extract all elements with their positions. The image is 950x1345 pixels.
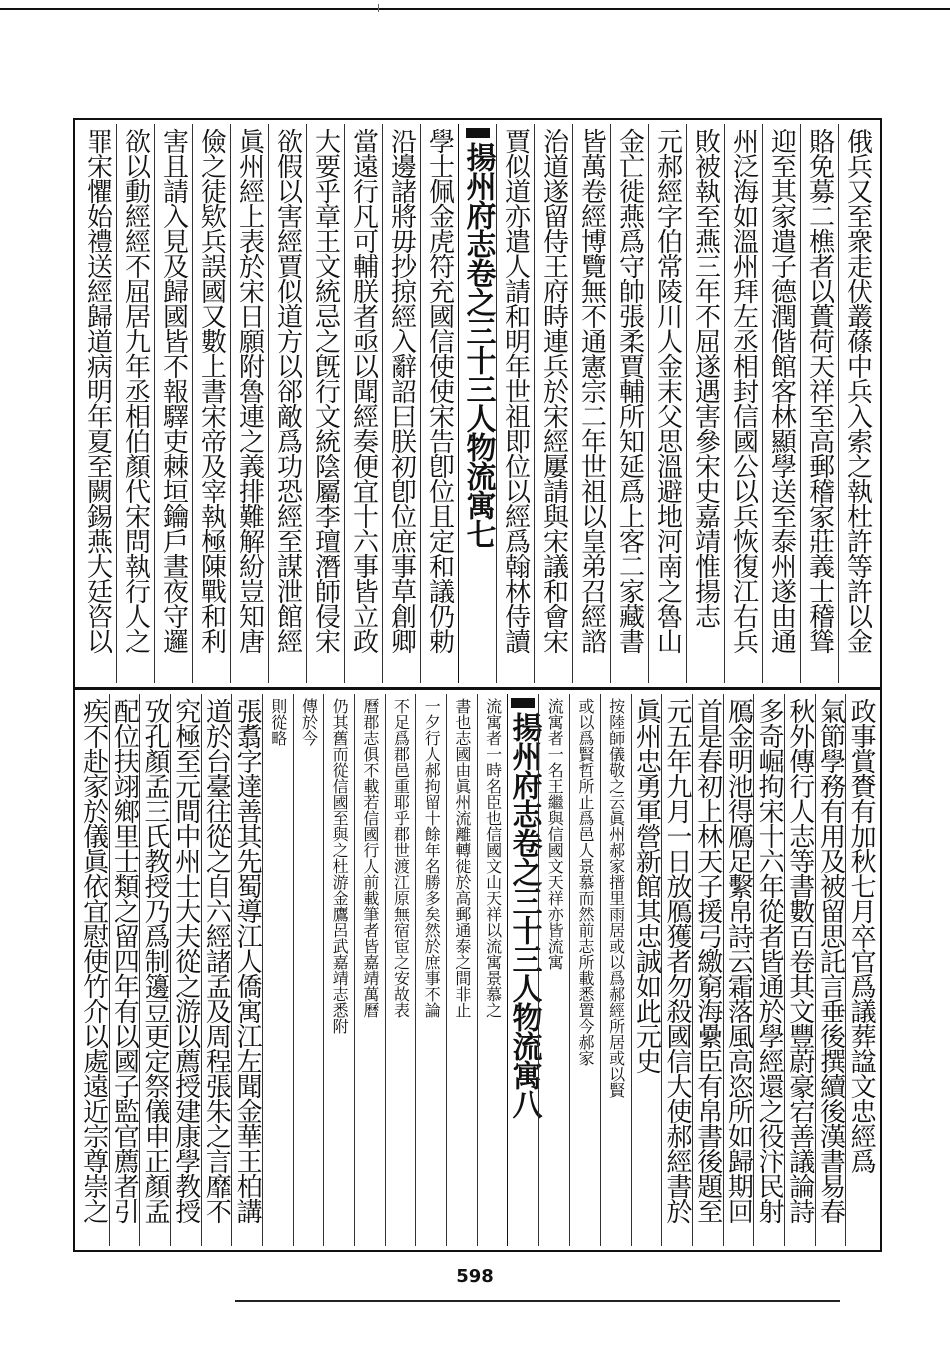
text-column bbox=[661, 694, 692, 1246]
text-column bbox=[610, 124, 648, 683]
column-text: 沿邊諸將毋抄掠經入辭詔曰朕初卽位庶事草創卿 bbox=[386, 128, 417, 653]
column-text: 疾不赴家於儀眞依宜慰使竹介以處遠近宗尊崇之 bbox=[78, 698, 109, 1223]
top-border-rule bbox=[0, 8, 950, 10]
text-column bbox=[415, 694, 446, 1246]
text-column bbox=[382, 124, 420, 683]
center-column-title bbox=[506, 694, 542, 1246]
top-page-columns bbox=[79, 124, 876, 683]
column-text: 州泛海如溫州拜左丞相封信國公以兵恢復江右兵 bbox=[728, 128, 759, 653]
text-column bbox=[724, 124, 762, 683]
bottom-page-panel bbox=[73, 688, 882, 1252]
text-column bbox=[534, 124, 572, 683]
column-text: 賂免募二樵者以蕢荷天祥至高郵稽家莊義士稽聳 bbox=[804, 128, 835, 653]
text-column bbox=[800, 124, 838, 683]
text-column bbox=[116, 124, 154, 683]
page-number: 598 bbox=[456, 1266, 494, 1287]
column-text: 賈似道亦遣人請和明年世祖即位以經爲翰林侍讀 bbox=[500, 128, 531, 653]
column-text: 配位扶翊鄉里士類之留四年有以國子監官薦者引 bbox=[109, 698, 140, 1223]
column-text: 揚州府志卷之三十三人物流寓八 bbox=[506, 712, 542, 1118]
text-column bbox=[230, 124, 268, 683]
column-text: 不足爲郡邑重耶乎郡世渡江原無宿宦之安故表 bbox=[391, 698, 411, 1018]
fishtail-mark bbox=[511, 698, 535, 708]
column-text: 大要乎章王文統忌之旣行文統陰屬李璮潛師侵宋 bbox=[310, 128, 341, 653]
text-column bbox=[753, 694, 784, 1246]
column-text: 張翥字達善其先蜀導江人僑寓江左聞金華王柏講 bbox=[232, 698, 263, 1223]
column-text: 書也志國由眞州流離轉徙於高郵通泰之間非止 bbox=[452, 698, 472, 1018]
text-column bbox=[154, 124, 192, 683]
column-text: 學士佩金虎符充國信使使宋告卽位且定和議仍勅 bbox=[424, 128, 455, 653]
column-text: 眞州忠勇軍營新館其忠誠如此元史 bbox=[631, 698, 662, 1073]
column-text: 元五年九月一日放鴈獲者勿殺國信大使郝經書於 bbox=[662, 698, 693, 1223]
column-text: 仍其舊而從信國至與之杜游金鷹呂武嘉靖志悉附 bbox=[330, 698, 350, 1034]
column-text: 政事賞賚有加秋七月卒官爲議葬諡文忠經爲 bbox=[846, 698, 877, 1173]
text-column bbox=[385, 694, 416, 1246]
text-column bbox=[686, 124, 724, 683]
text-column bbox=[323, 694, 354, 1246]
text-column bbox=[845, 694, 876, 1246]
text-column bbox=[569, 694, 600, 1246]
text-column bbox=[723, 694, 754, 1246]
text-column bbox=[631, 694, 662, 1246]
column-text: 元郝經字伯常陵川人金末父思溫避地河南之魯山 bbox=[652, 128, 683, 653]
column-text: 或以爲賢哲所止爲邑人景慕而然前志所載悉置今郝家 bbox=[575, 698, 595, 1066]
column-text: 欲以動經經不屈居九年丞相伯顏代宋問執行人之 bbox=[120, 128, 151, 653]
column-text: 罪宋懼始禮送經歸道病明年夏至闕錫燕大廷咨以 bbox=[82, 128, 113, 653]
text-column bbox=[344, 124, 382, 683]
text-column bbox=[572, 124, 610, 683]
fishtail-mark bbox=[466, 128, 490, 138]
text-column bbox=[306, 124, 344, 683]
column-text: 當遠行凡可輔朕者亟以聞經奏便宜十六事皆立政 bbox=[348, 128, 379, 653]
column-text: 氣節學務有用及被留思託言垂後撰續後漢書易春 bbox=[815, 698, 846, 1223]
text-column bbox=[268, 124, 306, 683]
text-column bbox=[496, 124, 534, 683]
column-text: 俄兵又至衆走伏叢蓧中兵入索之執杜許等許以金 bbox=[842, 128, 873, 653]
column-text: 攷孔顏孟三氏教授乃爲制籩豆更定祭儀申正顏孟 bbox=[140, 698, 171, 1223]
text-column bbox=[109, 694, 140, 1246]
text-column bbox=[600, 694, 631, 1246]
text-column bbox=[648, 124, 686, 683]
column-text: 曆郡志俱不載若信國行人前載筆者皆嘉靖萬曆 bbox=[360, 698, 380, 1018]
text-column bbox=[262, 694, 293, 1246]
text-column bbox=[354, 694, 385, 1246]
text-column bbox=[139, 694, 170, 1246]
top-tick-mark bbox=[378, 4, 379, 12]
column-text: 按陸師儀敬之云眞州郝家搢里雨居或以爲郝經所居或以賢 bbox=[606, 698, 626, 1098]
column-text: 金亡徙燕爲守帥張柔賈輔所知延爲上客二家藏書 bbox=[614, 128, 645, 653]
column-text: 害且請入見及歸國皆不報驛吏棘垣鑰戶晝夜守邏 bbox=[158, 128, 189, 653]
column-text: 流寓者一時名臣也信國文山天祥以流寓景慕之 bbox=[483, 698, 503, 1018]
column-text: 儉之徒欵兵誤國又數上書宋帝及宰執極陳戰和利 bbox=[196, 128, 227, 653]
column-text: 鴈金明池得鴈足繫帛詩云霜落風高恣所如歸期回 bbox=[723, 698, 754, 1223]
text-column bbox=[692, 694, 723, 1246]
text-column bbox=[293, 694, 324, 1246]
column-text: 一夕行人郝拘留十餘年名勝多矣然於庶事不論 bbox=[422, 698, 442, 1018]
column-text: 眞州經上表於宋日願附魯連之義排難解紛豈知唐 bbox=[234, 128, 265, 653]
text-column bbox=[420, 124, 458, 683]
text-column bbox=[79, 124, 116, 683]
text-column bbox=[815, 694, 846, 1246]
column-text: 道於台臺往從之自六經諸孟及周程張朱之言靡不 bbox=[201, 698, 232, 1223]
column-text: 多奇崛拘宋十六年從者皆通於學經還之役汴民射 bbox=[754, 698, 785, 1223]
column-text: 迎至其家遣子德潤偕館客林顯學送至泰州遂由通 bbox=[766, 128, 797, 653]
column-text: 流寓者一名王繼與信國文天祥亦皆流寓 bbox=[545, 698, 565, 970]
text-column bbox=[231, 694, 262, 1246]
text-column bbox=[538, 694, 569, 1246]
text-column bbox=[446, 694, 477, 1246]
column-text: 傳於今 bbox=[299, 698, 319, 746]
text-column bbox=[201, 694, 232, 1246]
column-text: 秋外傳行人志等書數百卷其文豐蔚豪宕善議論詩 bbox=[784, 698, 815, 1223]
text-column bbox=[170, 694, 201, 1246]
text-column bbox=[762, 124, 800, 683]
text-column bbox=[79, 694, 109, 1246]
center-column-title bbox=[458, 124, 496, 683]
text-column bbox=[192, 124, 230, 683]
column-text: 皆萬卷經博覽無不通憲宗二年世祖以皇弟召經諮 bbox=[576, 128, 607, 653]
column-text: 則從略 bbox=[268, 698, 288, 746]
column-text: 敗被執至燕三年不屈遂遇害參宋史嘉靖惟揚志 bbox=[690, 128, 721, 628]
column-text: 欲假以害經賈似道方以郤敵爲功恐經至謀泄館經 bbox=[272, 128, 303, 653]
column-text: 治道遂留侍王府時連兵於宋經屢請與宋議和會宋 bbox=[538, 128, 569, 653]
text-column bbox=[838, 124, 876, 683]
column-text: 究極至元間中州士大夫從之游以薦授建康學教授 bbox=[170, 698, 201, 1223]
text-column bbox=[784, 694, 815, 1246]
bottom-page-columns bbox=[79, 694, 876, 1246]
text-column bbox=[477, 694, 508, 1246]
bottom-rule bbox=[235, 1300, 840, 1302]
column-text: 首是春初上林天子援弓繳窮海纍臣有帛書後題至 bbox=[692, 698, 723, 1223]
top-page-panel bbox=[73, 118, 882, 689]
column-text: 揚州府志卷之三十三人物流寓七 bbox=[460, 142, 496, 548]
